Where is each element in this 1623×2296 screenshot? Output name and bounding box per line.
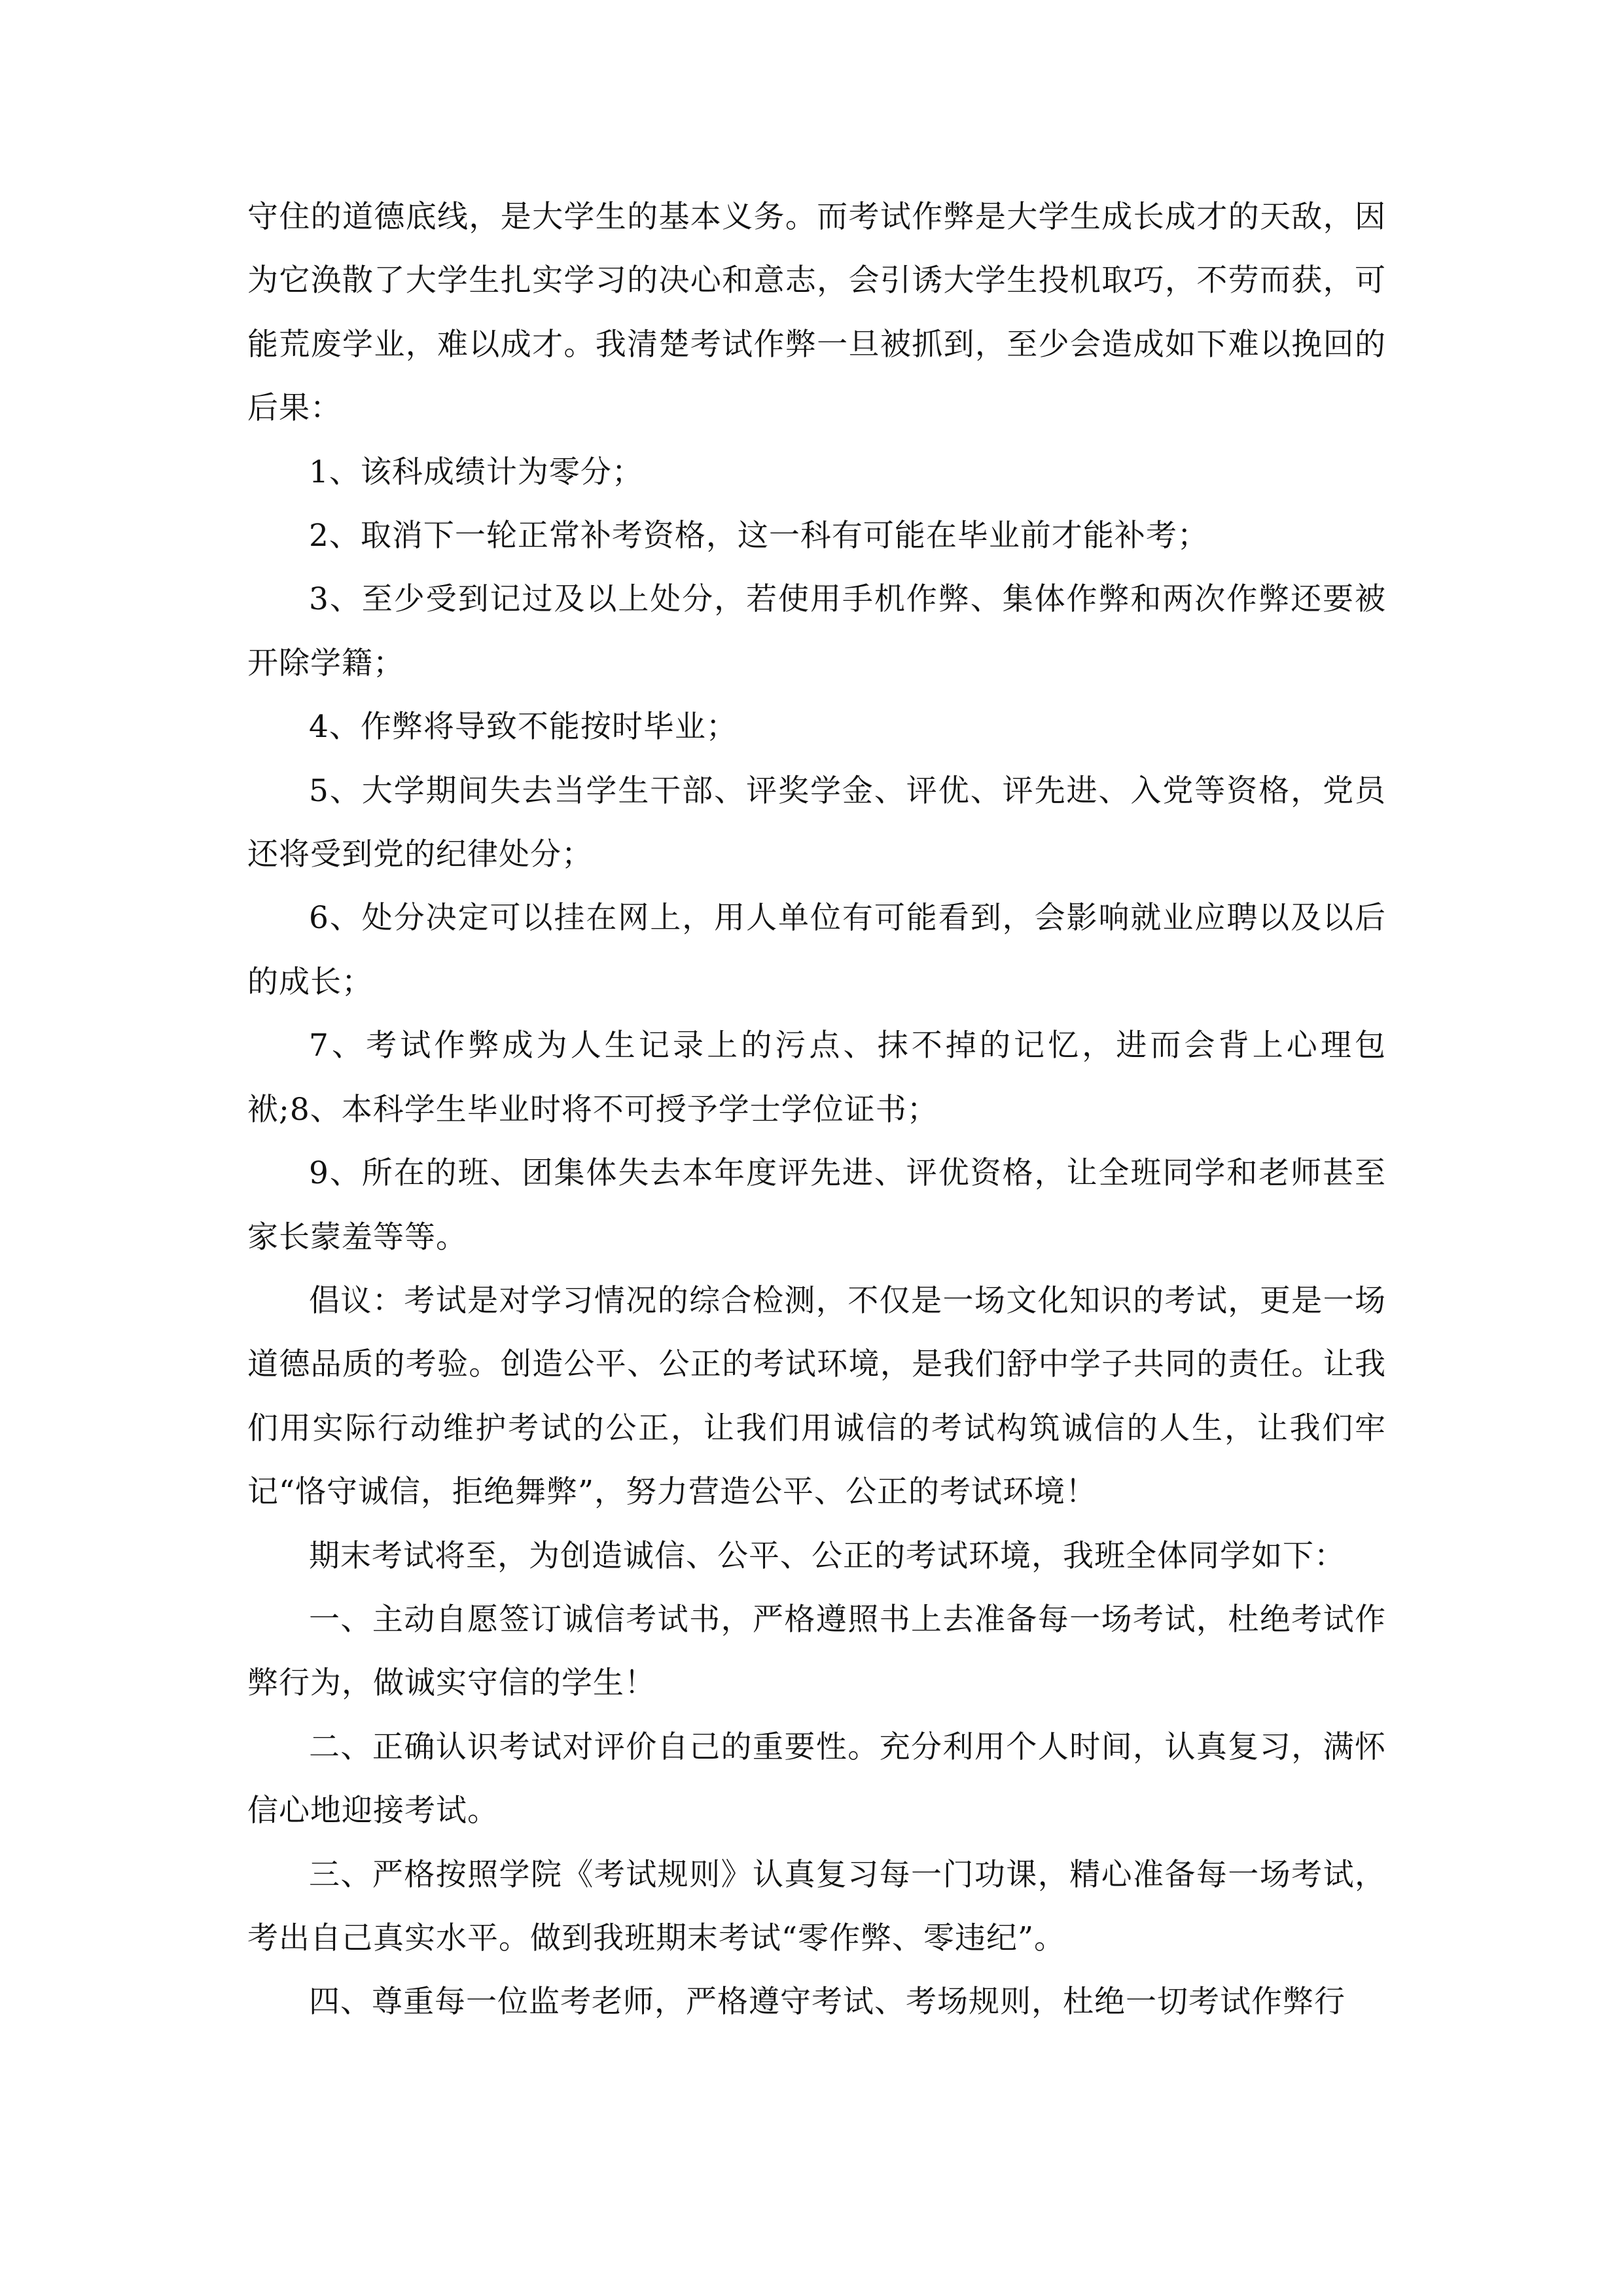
- list-item-pledge-2: 二、正确认识考试对评价自己的重要性。充分利用个人时间，认真复习，满怀信心地迎接考试。: [247, 1729, 1386, 1829]
- paragraph-intro: 守住的道德底线，是大学生的基本义务。而考试作弊是大学生成长成才的天敌，因为它涣散了大学生扎实学习的决心和意志，会引诱大学生投机取巧，不劳而获，可能荒废学业，难以成才。我清楚考试作弊一旦被抓到，至少会造成如下难以挽回的后果：: [247, 199, 1386, 427]
- paragraph-proposal: 倡议：考试是对学习情况的综合检测，不仅是一场文化知识的考试，更是一场道德品质的考验。创造公平、公正的考试环境，是我们舒中学子共同的责任。让我们用实际行动维护考试的公正，让我们用诚信的考试构筑诚信的人生，让我们牢记“恪守诚信，拒绝舞弊”，努力营造公平、公正的考试环境！: [247, 1282, 1386, 1511]
- list-item-pledge-4: 四、尊重每一位监考老师，严格遵守考试、考场规则，杜绝一切考试作弊行: [309, 1984, 1346, 2020]
- list-item-consequence-1: 1、该科成绩计为零分；: [309, 454, 643, 490]
- list-item-pledge-3: 三、严格按照学院《考试规则》认真复习每一门功课，精心准备每一场考试，考出自己真实水平。做到我班期末考试“零作弊、零违纪”。: [247, 1856, 1386, 1956]
- list-item-consequence-7-8: 7、考试作弊成为人生记录上的污点、抹不掉的记忆，进而会背上心理包袱;8、本科学生毕业时将不可授予学士学位证书；: [247, 1028, 1386, 1128]
- list-item-consequence-4: 4、作弊将导致不能按时毕业；: [309, 709, 738, 745]
- list-item-consequence-5: 5、大学期间失去当学生干部、评奖学金、评优、评先进、入党等资格，党员还将受到党的纪律处分；: [247, 772, 1386, 873]
- list-item-consequence-9: 9、所在的班、团集体失去本年度评先进、评优资格，让全班同学和老师甚至家长蒙羞等等。: [247, 1155, 1386, 1255]
- paragraph-exam-intro: 期末考试将至，为创造诚信、公平、公正的考试环境，我班全体同学如下：: [309, 1537, 1346, 1574]
- list-item-consequence-6: 6、处分决定可以挂在网上，用人单位有可能看到，会影响就业应聘以及以后的成长；: [247, 900, 1386, 1000]
- document-body: [247, 185, 1386, 2034]
- list-item-consequence-3: 3、至少受到记过及以上处分，若使用手机作弊、集体作弊和两次作弊还要被开除学籍；: [247, 581, 1386, 681]
- list-item-pledge-1: 一、主动自愿签订诚信考试书，严格遵照书上去准备每一场考试，杜绝考试作弊行为，做诚实守信的学生！: [247, 1601, 1386, 1702]
- list-item-consequence-2: 2、取消下一轮正常补考资格，这一科有可能在毕业前才能补考；: [309, 518, 1209, 554]
